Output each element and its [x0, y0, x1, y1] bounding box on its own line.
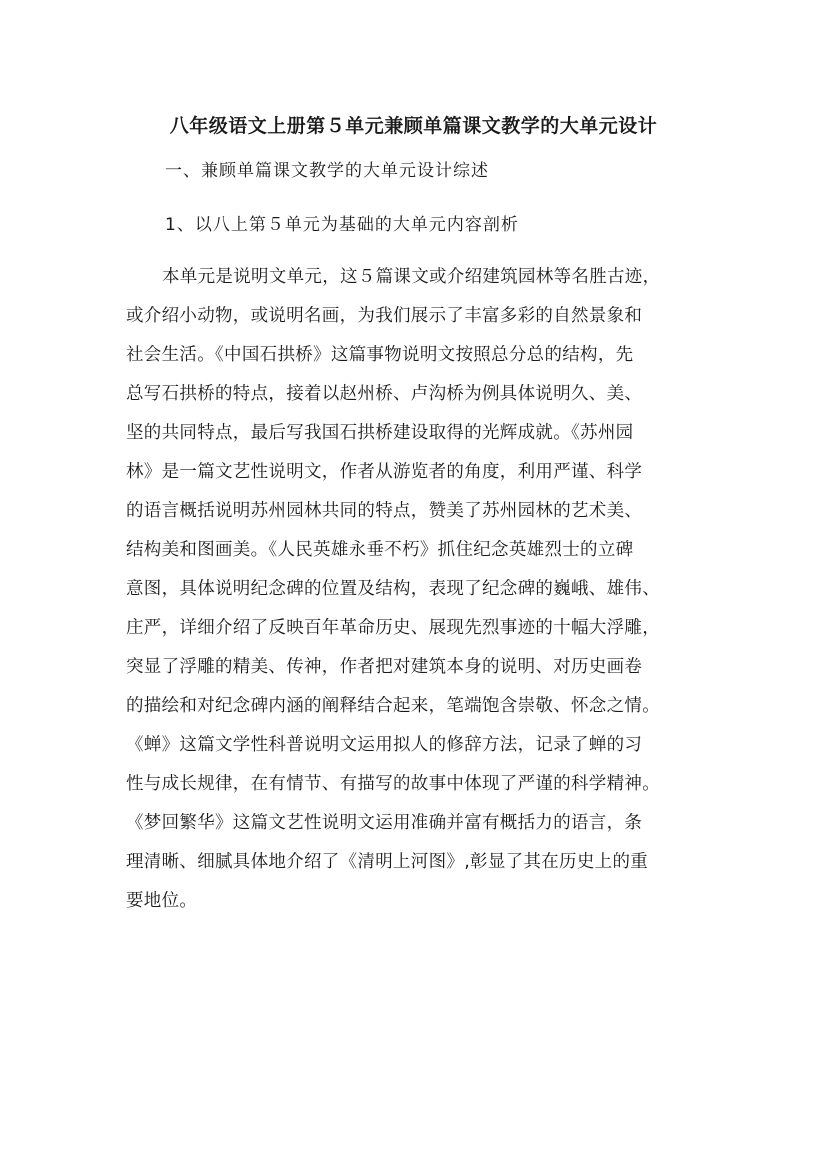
paragraph-line: 结构美和图画美。《人民英雄永垂不朽》抓住纪念英雄烈士的立碑 [126, 540, 634, 560]
paragraph-line: 本单元是说明文单元，这５篇课文或介绍建筑园林等名胜古迹， [162, 267, 661, 287]
paragraph-line: 的语言概括说明苏州园林共同的特点，赞美了苏州园林的艺术美、 [126, 501, 643, 521]
document-title: 八年级语文上册第５单元兼顾单篇课文教学的大单元设计 [169, 115, 658, 137]
body-paragraph [126, 258, 716, 921]
paragraph-line: 意图，具体说明纪念碑的位置及结构，表现了纪念碑的巍峨、雄伟、 [126, 579, 660, 599]
paragraph-line: 突显了浮雕的精美、传神，作者把对建筑本身的说明、对历史画卷 [126, 657, 643, 677]
paragraph-line: 的描绘和对纪念碑内涵的阐释结合起来，笔端饱含崇敬、怀念之情。 [126, 696, 660, 716]
section-heading-1: 一、兼顾单篇课文教学的大单元设计综述 [165, 161, 489, 181]
paragraph-line: 性与成长规律，在有情节、有描写的故事中体现了严谨的科学精神。 [126, 774, 660, 794]
paragraph-line: 《蝉》这篇文学性科普说明文运用拟人的修辞方法，记录了蝉的习 [126, 735, 643, 755]
paragraph-line: 总写石拱桥的特点，接着以赵州桥、卢沟桥为例具体说明久、美、 [126, 384, 643, 404]
paragraph-line: 庄严，详细介绍了反映百年革命历史、展现先烈事迹的十幅大浮雕， [126, 618, 660, 638]
paragraph-line: 坚的共同特点，最后写我国石拱桥建设取得的光辉成就。《苏州园 [126, 423, 634, 443]
paragraph-line: 林》是一篇文艺性说明文，作者从游览者的角度，利用严谨、科学 [126, 462, 643, 482]
paragraph-line: 或介绍小动物，或说明名画，为我们展示了丰富多彩的自然景象和 [126, 306, 643, 326]
paragraph-line: 要地位。 [126, 891, 198, 911]
paragraph-line: 《梦回繁华》这篇文艺性说明文运用准确并富有概括力的语言，条 [126, 813, 643, 833]
section-heading-2: 1、以八上第５单元为基础的大单元内容剖析 [165, 215, 519, 235]
paragraph-line: 社会生活。《中国石拱桥》这篇事物说明文按照总分总的结构，先 [126, 345, 634, 365]
paragraph-line: 理清晰、细腻具体地介绍了《清明上河图》,彰显了其在历史上的重 [126, 852, 649, 872]
